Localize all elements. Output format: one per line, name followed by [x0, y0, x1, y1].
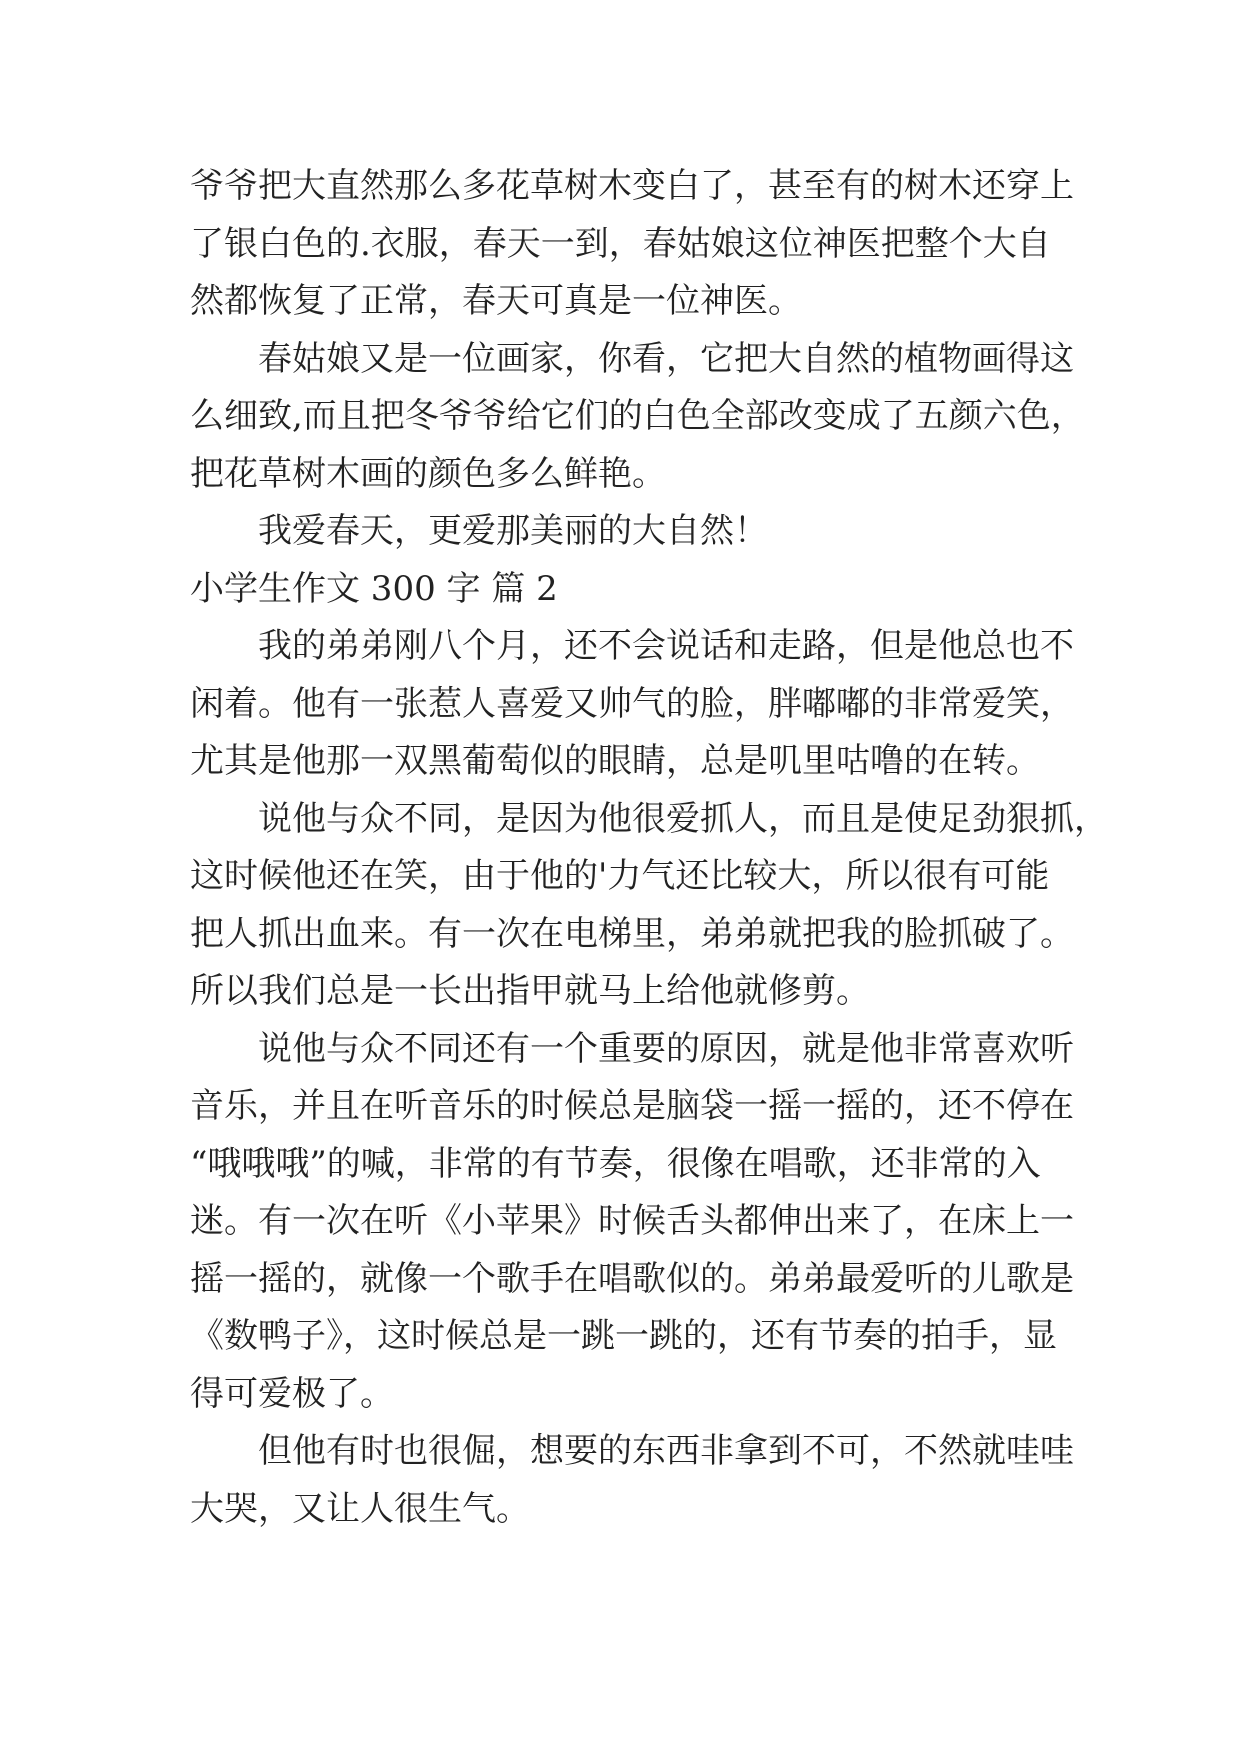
paragraph-line: 了银白色的.衣服，春天一到，春姑娘这位神医把整个大自 — [190, 223, 1051, 264]
paragraph-line: 把人抓出血来。有一次在电梯里，弟弟就把我的脸抓破了。 — [190, 913, 1074, 954]
paragraph-line: 闲着。他有一张惹人喜爱又帅气的脸，胖嘟嘟的非常爱笑， — [190, 683, 1074, 724]
paragraph-line: 么细致,而且把冬爷爷给它们的白色全部改变成了五颜六色， — [190, 396, 1085, 436]
paragraph-line: 尤其是他那一双黑葡萄似的眼睛，总是叽里咕噜的在转。 — [190, 741, 1040, 781]
paragraph-line: 然都恢复了正常，春天可真是一位神医。 — [190, 281, 802, 321]
paragraph-line: 音乐，并且在听音乐的时候总是脑袋一摇一摇的，还不停在 — [190, 1086, 1074, 1126]
paragraph-line: 得可爱极了。 — [190, 1373, 394, 1414]
paragraph — [190, 1423, 1074, 1538]
paragraph-line: 所以我们总是一长出指甲就马上给他就修剪。 — [190, 971, 870, 1011]
paragraph — [190, 791, 1108, 1021]
document-body — [190, 158, 1108, 1538]
paragraph — [190, 503, 1070, 561]
paragraph-line: 但他有时也很倔，想要的东西非拿到不可，不然就哇哇 — [258, 1431, 1074, 1471]
paragraph-line: 春姑娘又是一位画家，你看，它把大自然的植物画得这 — [258, 338, 1074, 379]
paragraph — [190, 618, 1074, 791]
paragraph-line: 把花草树木画的颜色多么鲜艳。 — [190, 453, 666, 494]
paragraph-line: 摇一摇的，就像一个歌手在唱歌似的。弟弟最爱听的儿歌是 — [190, 1258, 1074, 1299]
paragraph — [190, 331, 1085, 504]
paragraph-line: 说他与众不同还有一个重要的原因，就是他非常喜欢听 — [258, 1028, 1074, 1069]
paragraph — [190, 158, 1074, 331]
section-heading — [190, 561, 1070, 619]
paragraph-line: “哦哦哦”的喊，非常的有节奏，很像在唱歌，还非常的入 — [190, 1143, 1041, 1184]
paragraph — [190, 1021, 1074, 1424]
paragraph-line: 大哭，又让人很生气。 — [190, 1488, 530, 1529]
paragraph-line: 《数鸭子》，这时候总是一跳一跳的，还有节奏的拍手，显 — [190, 1316, 1057, 1356]
paragraph-line: 迷。有一次在听《小苹果》时候舌头都伸出来了，在床上一 — [190, 1201, 1074, 1241]
heading-text: 小学生作文 300 字 篇 2 — [190, 568, 558, 609]
paragraph-line: 这时候他还在笑，由于他的'力气还比较大，所以很有可能 — [190, 856, 1050, 896]
paragraph-line: 爷爷把大直然那么多花草树木变白了，甚至有的树木还穿上 — [190, 166, 1074, 206]
paragraph-line: 说他与众不同，是因为他很爱抓人，而且是使足劲狠抓， — [258, 798, 1108, 839]
paragraph-line: 我的弟弟刚八个月，还不会说话和走路，但是他总也不 — [258, 626, 1074, 666]
paragraph-line: 我爱春天，更爱那美丽的大自然！ — [258, 511, 768, 551]
